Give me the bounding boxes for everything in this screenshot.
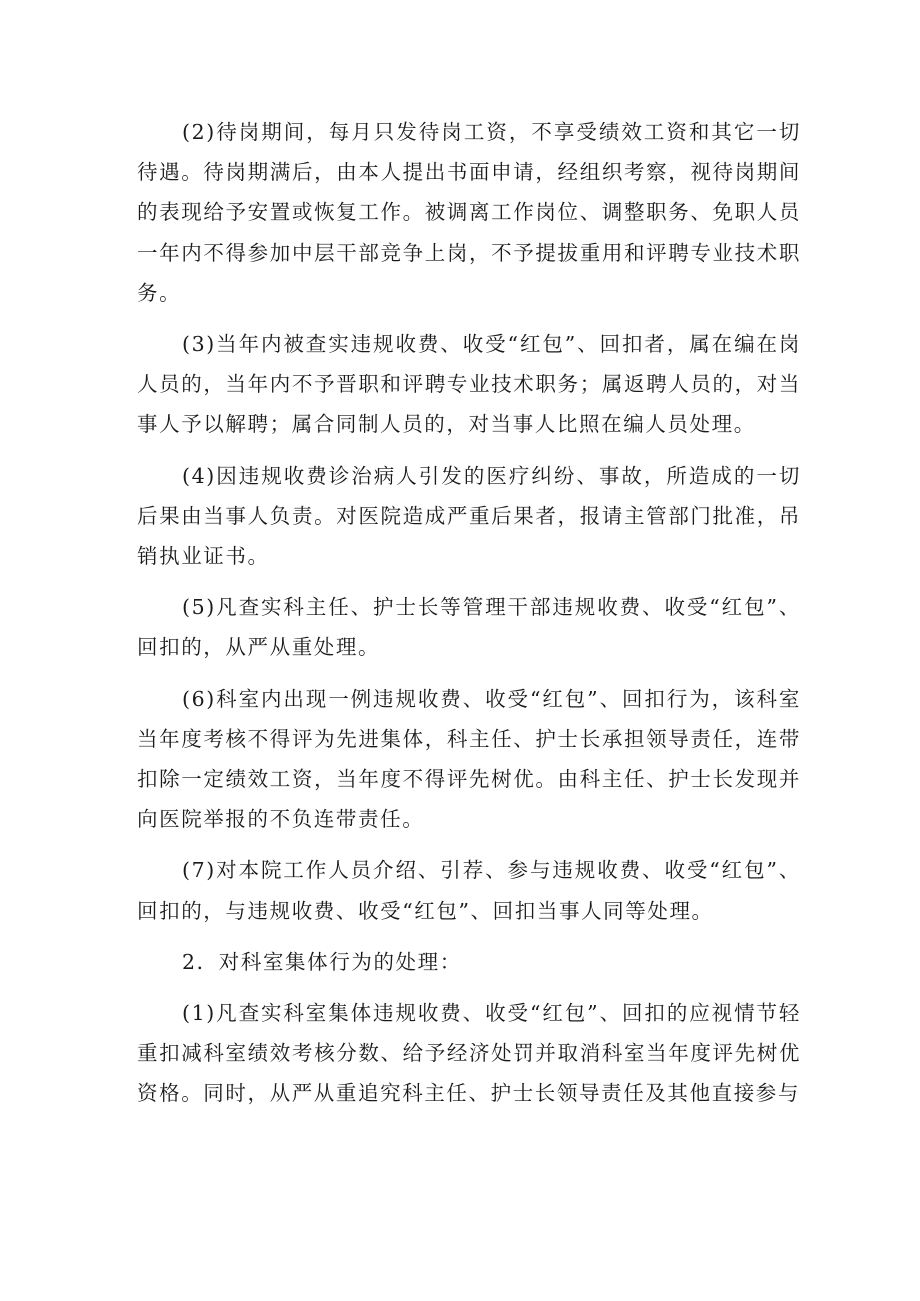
paragraph-5-managers: (5)凡查实科主任、护士长等管理干部违规收费、收受“红包”、回扣的，从严从重处理。 — [137, 595, 801, 660]
document-body — [137, 112, 801, 1125]
paragraph-7-referral: (7)对本院工作人员介绍、引荐、参与违规收费、收受“红包”、回扣的，与违规收费、收受“红包”、回扣当事人同等处理。 — [137, 858, 801, 923]
paragraph-1-collective-violation: (1)凡查实科室集体违规收费、收受“红包”、回扣的应视情节轻重扣减科室绩效考核分数、给予经济处罚并取消科室当年度评先树优资格。同时，从严从重追究科主任、护士长领导责任及其他直接参与 — [137, 1001, 801, 1106]
paragraph-6-department-incident: (6)科室内出现一例违规收费、收受“红包”、回扣行为，该科室当年度考核不得评为先进集体，科主任、护士长承担领导责任，连带扣除一定绩效工资，当年度不得评先树优。由科主任、护士长发现并向医院举报的不负连带责任。 — [137, 686, 801, 832]
paragraph-2-waiting-period: (2)待岗期间，每月只发待岗工资，不享受绩效工资和其它一切待遇。待岗期满后，由本人提出书面申请，经组织考察，视待岗期间的表现给予安置或恢复工作。被调离工作岗位、调整职务、免职人员一年内不得参加中层干部竞争上岗，不予提拔重用和评聘专业技术职务。 — [137, 120, 801, 305]
section-heading-collective: 2．对科室集体行为的处理： — [182, 949, 462, 974]
paragraph-4-medical-dispute: (4)因违规收费诊治病人引发的医疗纠纷、事故，所造成的一切后果由当事人负责。对医院造成严重后果者，报请主管部门批准，吊销执业证书。 — [137, 463, 801, 569]
paragraph-3-violation-same-year: (3)当年内被查实违规收费、收受“红包”、回扣者，属在编在岗人员的，当年内不予晋职和评聘专业技术职务；属返聘人员的，对当事人予以解聘；属合同制人员的，对当事人比照在编人员处理。 — [137, 332, 801, 437]
